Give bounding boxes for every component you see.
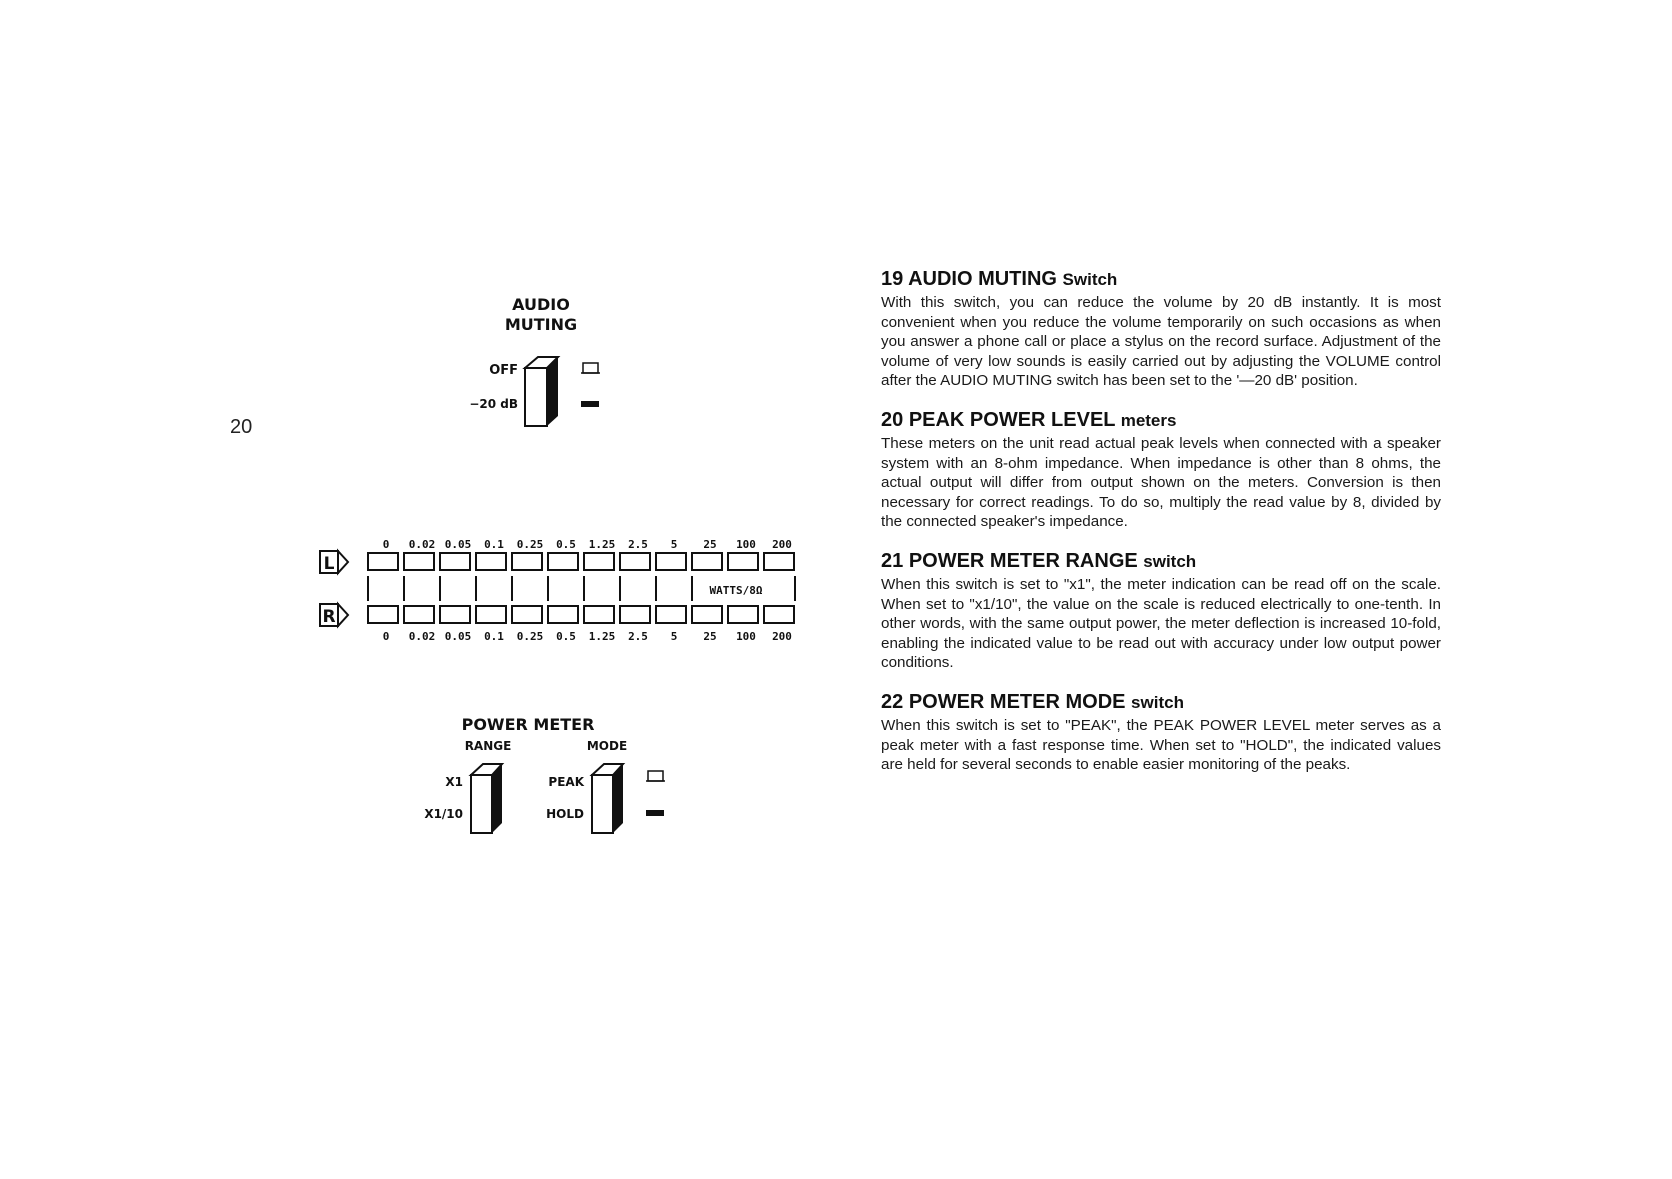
range-x1-label: X1 [445,775,463,789]
bottom-scale-label: 25 [703,630,717,643]
top-scale-label: 0 [382,538,390,551]
section-title: PEAK POWER LEVEL [908,408,1116,431]
audio-muting-minus20-label: −20 dB [469,397,518,411]
left-channel-icon [320,551,348,574]
description-column [881,268,1441,793]
power-meter-switches-diagram [424,715,665,833]
bottom-scale-labels [383,630,792,643]
bottom-scale-label: 1.25 [588,630,616,643]
section-title: POWER METER MODE [908,690,1126,713]
left-meter-segment [548,553,578,570]
section-heading [881,550,1441,573]
right-meter-segment [584,606,614,623]
mode-toggle-switch [592,764,623,833]
section-number: 20 [881,408,904,431]
bottom-scale-label: 5 [670,630,678,643]
right-meter-segment [692,606,722,623]
bottom-scale-label: 0.25 [516,630,544,643]
top-scale-label: 0.5 [556,538,576,551]
section-title-suffix: switch [1143,551,1197,571]
audio-muting-title-line1: AUDIO [512,295,570,314]
right-meter-segment [764,606,794,623]
top-scale-label: 0.1 [484,538,504,551]
range-label: RANGE [464,739,512,753]
section-20 [881,409,1441,532]
left-meter-segment [368,553,398,570]
top-scale-label: 25 [703,538,717,551]
bottom-scale-label: 100 [736,630,756,643]
top-scale-label: 200 [772,538,792,551]
page-number: 20 [230,416,253,438]
section-body: When this switch is set to "x1", the meter indication can be read off on the scale. When set to "x1/10", the value on the scale is reduced electrically to one-tenth. In other words, with the same output power, the meter deflection is increased 10-fold, enabling the indicated value to be read out with accuracy under low output power conditions. [881,575,1441,672]
switch-down-position-icon [646,810,664,816]
left-meter-segment [764,553,794,570]
switch-down-position-icon [581,401,599,407]
bottom-scale-label: 200 [772,630,792,643]
audio-muting-toggle-switch [525,357,558,426]
switch-up-position-icon [648,771,663,781]
section-21 [881,550,1441,673]
top-scale-label: 5 [670,538,678,551]
right-channel-segments [368,606,794,623]
right-channel-label: R [322,607,336,627]
section-number: 21 [881,549,904,572]
left-meter-segment [476,553,506,570]
right-meter-segment [548,606,578,623]
right-meter-segment [728,606,758,623]
section-number: 19 [881,268,904,290]
right-meter-segment [368,606,398,623]
section-number: 22 [881,690,904,713]
section-title: POWER METER RANGE [908,549,1138,572]
section-body: These meters on the unit read actual peak levels when connected with a speaker system with an 8-ohm impedance. When impedance is other than 8 ohms, the actual output will differ from output shown on the meters. Conversion is then necessary for correct readings. To do so, multiply the read value by 8, divided by the connected speaker's impedance. [881,434,1441,531]
left-meter-segment [728,553,758,570]
section-title-suffix: Switch [1062,270,1118,289]
left-meter-segment [620,553,650,570]
right-meter-segment [476,606,506,623]
power-meter-display-diagram [320,538,795,643]
top-scale-label: 0.25 [516,538,544,551]
power-meter-title: POWER METER [461,715,595,734]
left-meter-segment [440,553,470,570]
bottom-scale-label: 2.5 [628,630,648,643]
left-meter-segment [512,553,542,570]
section-body: When this switch is set to "PEAK", the PEAK POWER LEVEL meter serves as a peak meter with a fast response time. When set to "HOLD", the indicated values are held for several seconds to enable easier monitoring of the peaks. [881,716,1441,774]
bottom-scale-label: 0.02 [408,630,436,643]
mode-peak-label: PEAK [548,775,584,789]
top-scale-label: 0.02 [408,538,436,551]
right-meter-segment [620,606,650,623]
right-meter-segment [656,606,686,623]
range-x110-label: X1/10 [424,807,463,821]
section-heading [881,268,1441,291]
section-heading [881,409,1441,432]
right-channel-icon [320,604,348,627]
left-meter-segment [692,553,722,570]
top-scale-label: 100 [736,538,756,551]
range-toggle-switch [471,764,502,833]
left-meter-segment [584,553,614,570]
section-title-suffix: switch [1131,692,1184,712]
top-scale-labels [383,538,792,551]
switch-up-position-icon [583,363,598,373]
bottom-scale-label: 0 [382,630,390,643]
left-channel-label: L [323,554,335,574]
bottom-scale-label: 0.1 [484,630,504,643]
top-scale-label: 1.25 [588,538,616,551]
section-22 [881,691,1441,775]
bottom-scale-label: 0.05 [444,630,472,643]
section-body: With this switch, you can reduce the volume by 20 dB instantly. It is most convenient when you reduce the volume temporarily on such occasions as when you answer a phone call or place a stylus on the record surface. Adjustment of the volume of very low sounds is easily carried out by adjusting the VOLUME control after the AUDIO MUTING switch has been set to the '—20 dB' position. [881,294,1441,390]
right-meter-segment [404,606,434,623]
audio-muting-switch-diagram [469,295,600,426]
right-meter-segment [440,606,470,623]
section-19 [881,268,1441,391]
left-meter-segment [656,553,686,570]
section-title: AUDIO MUTING [908,268,1057,290]
bottom-scale-label: 0.5 [556,630,576,643]
mode-hold-label: HOLD [546,807,584,821]
section-heading [881,691,1441,714]
right-meter-segment [512,606,542,623]
top-scale-label: 0.05 [444,538,472,551]
audio-muting-title-line2: MUTING [504,315,578,334]
left-meter-segment [404,553,434,570]
top-scale-label: 2.5 [628,538,648,551]
left-channel-segments [368,553,794,570]
section-title-suffix: meters [1120,410,1177,430]
audio-muting-off-label: OFF [489,363,518,378]
watts-unit-label: WATTS/8Ω [709,584,763,597]
mode-label: MODE [586,739,628,753]
